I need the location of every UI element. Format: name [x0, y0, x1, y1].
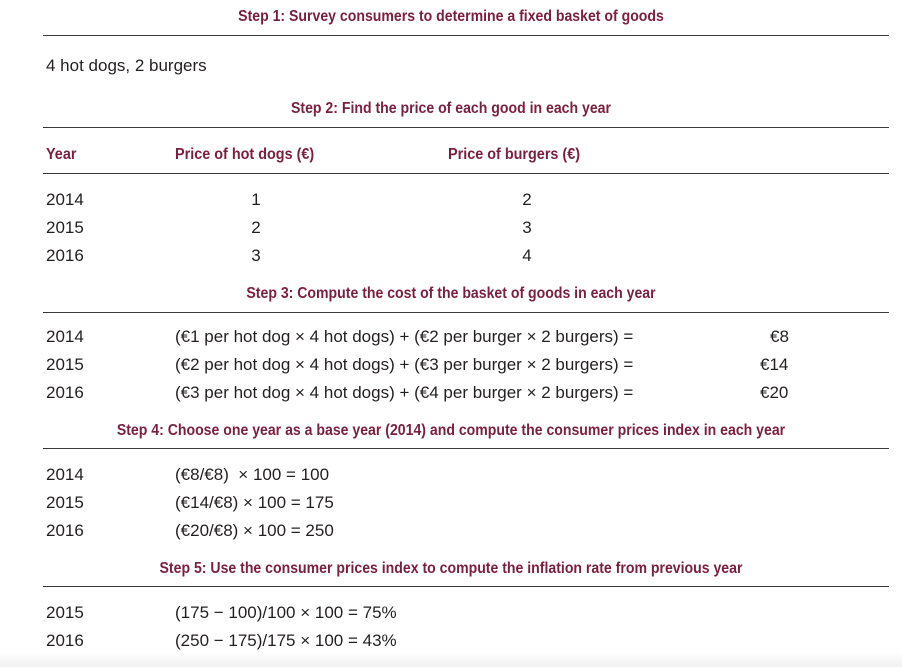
- table-cell-year: 2015: [46, 218, 84, 237]
- column-header-hotdog-price: Price of hot dogs (€): [175, 146, 315, 163]
- column-header-burger-price: Price of burgers (€): [448, 146, 581, 163]
- list-item-formula: (€1 per hot dog × 4 hot dogs) + (€2 per burger × 2 burgers) =: [175, 327, 634, 346]
- list-item-year: 2016: [46, 631, 84, 650]
- divider: [43, 35, 889, 36]
- list-item-result: €8: [770, 327, 789, 346]
- basket-description: 4 hot dogs, 2 burgers: [46, 56, 207, 75]
- table-cell-burger-price: 4: [522, 246, 532, 265]
- table-cell-year: 2014: [46, 190, 84, 209]
- list-item-formula: (€14/€8) × 100 = 175: [175, 493, 334, 512]
- table-cell-hotdog-price: 3: [251, 246, 261, 265]
- step1-title: Step 1: Survey consumers to determine a fixed basket of goods: [238, 8, 664, 25]
- list-item-year: 2015: [46, 493, 84, 512]
- list-item-formula: (€20/€8) × 100 = 250: [175, 521, 334, 540]
- list-item-year: 2016: [46, 383, 84, 402]
- page-bottom-edge: [0, 652, 902, 667]
- list-item-result: €14: [760, 355, 789, 374]
- list-item-formula: (250 − 175)/175 × 100 = 43%: [175, 631, 397, 650]
- table-cell-burger-price: 2: [522, 190, 532, 209]
- step3-title: Step 3: Compute the cost of the basket of goods in each year: [246, 285, 656, 302]
- table-cell-burger-price: 3: [522, 218, 532, 237]
- table-cell-hotdog-price: 1: [251, 190, 261, 209]
- divider: [43, 586, 889, 587]
- divider: [43, 173, 889, 174]
- list-item-year: 2015: [46, 355, 84, 374]
- list-item-year: 2016: [46, 521, 84, 540]
- step2-title: Step 2: Find the price of each good in each year: [290, 100, 611, 117]
- column-header-year: Year: [46, 146, 77, 163]
- list-item-formula: (€8/€8) × 100 = 100: [175, 465, 330, 484]
- table-cell-hotdog-price: 2: [251, 218, 261, 237]
- list-item-result: €20: [760, 383, 789, 402]
- list-item-formula: (€3 per hot dog × 4 hot dogs) + (€4 per burger × 2 burgers) =: [175, 383, 634, 402]
- divider: [43, 127, 889, 128]
- list-item-year: 2015: [46, 603, 84, 622]
- list-item-formula: (€2 per hot dog × 4 hot dogs) + (€3 per burger × 2 burgers) =: [175, 355, 634, 374]
- divider: [43, 312, 889, 313]
- step4-title: Step 4: Choose one year as a base year (2014) and compute the consumer prices index in each year: [116, 422, 786, 439]
- list-item-year: 2014: [46, 465, 84, 484]
- divider: [43, 448, 889, 449]
- list-item-year: 2014: [46, 327, 84, 346]
- step5-title: Step 5: Use the consumer prices index to compute the inflation rate from previous year: [159, 560, 743, 577]
- table-cell-year: 2016: [46, 246, 84, 265]
- list-item-formula: (175 − 100)/100 × 100 = 75%: [175, 603, 397, 622]
